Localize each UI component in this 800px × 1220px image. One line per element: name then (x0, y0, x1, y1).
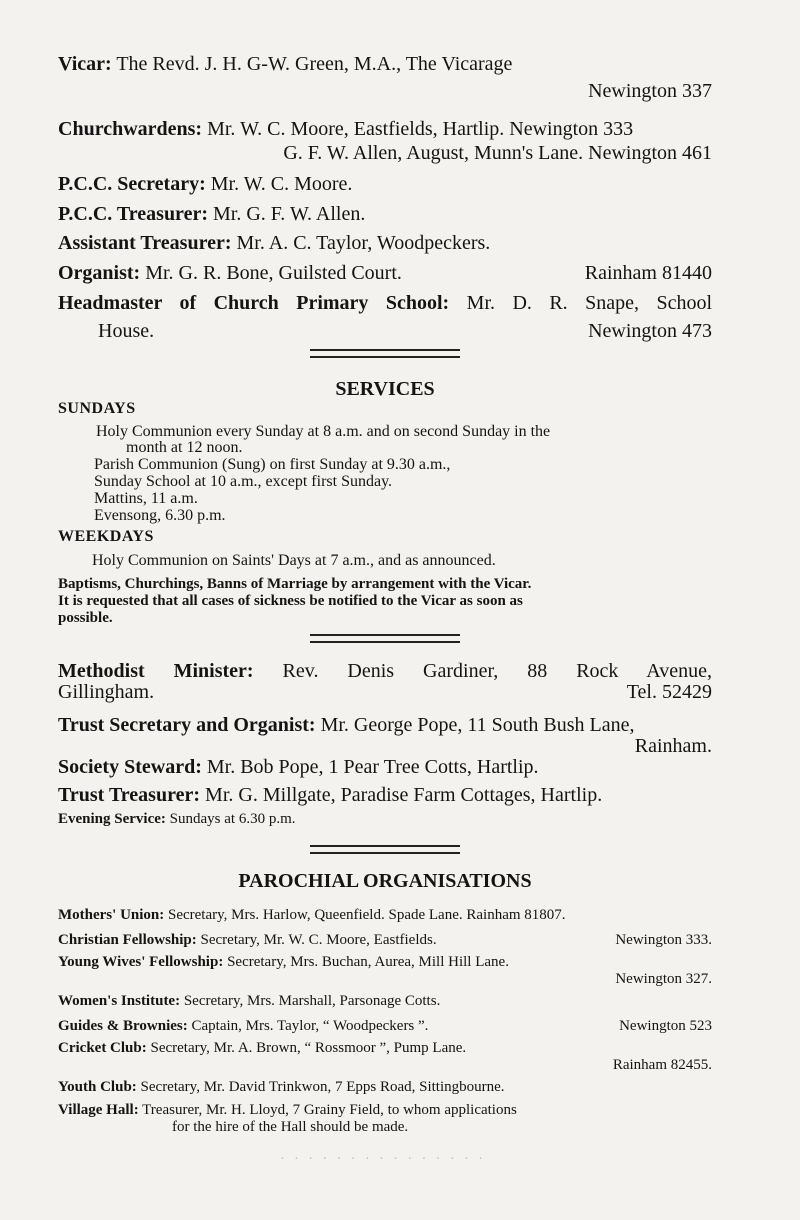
vicar-line (58, 53, 512, 76)
churchwardens-line-2: G. F. W. Allen, August, Munn's Lane. Newington 461 (283, 142, 712, 164)
pcc-treasurer-line (58, 203, 365, 226)
guides-text: Captain, Mrs. Taylor, “ Woodpeckers ”. (191, 1018, 429, 1034)
methodist-minister-phone: Tel. 52429 (626, 681, 712, 703)
youth-line (58, 1079, 505, 1096)
evening-service-line (58, 811, 296, 828)
society-steward-label: Society Steward: (58, 756, 202, 778)
evening-service-text: Sundays at 6.30 p.m. (169, 811, 296, 827)
organisations-heading: PAROCHIAL ORGANISATIONS (238, 870, 532, 892)
cricket-line (58, 1040, 466, 1057)
faded-print-smudge: · · · · · · · · · · · · · · · (280, 1152, 486, 1167)
churchwardens-label: Churchwardens: (58, 118, 203, 140)
pcc-treasurer-text: Mr. G. F. W. Allen. (213, 203, 366, 225)
guides-line (58, 1018, 428, 1035)
sunday-line: month at 12 noon. (126, 439, 243, 456)
village-hall-line-2: for the hire of the Hall should be made. (172, 1119, 409, 1135)
services-heading: SERVICES (335, 378, 435, 400)
womens-institute-line (58, 993, 440, 1010)
sunday-line: Evensong, 6.30 p.m. (94, 507, 226, 524)
methodist-minister-label: Methodist Minister: (58, 660, 254, 682)
assistant-treasurer-line (58, 232, 490, 255)
headmaster-line (58, 292, 712, 315)
churchwardens-text: Mr. W. C. Moore, Eastfields, Hartlip. Newington 333 (207, 118, 634, 140)
mothers-union-line (58, 907, 566, 924)
headmaster-line-2: House. (98, 320, 155, 342)
trust-treasurer-line (58, 784, 602, 807)
society-steward-text: Mr. Bob Pope, 1 Pear Tree Cotts, Hartlip. (206, 756, 539, 778)
churchwardens-line (58, 118, 633, 141)
organist-line (58, 262, 402, 285)
headmaster-phone: Newington 473 (588, 320, 712, 342)
sunday-line: Holy Communion every Sunday at 8 a.m. and on second Sunday in the (96, 423, 551, 440)
weekday-line: Holy Communion on Saints' Days at 7 a.m., and as announced. (92, 552, 496, 569)
sundays-heading: SUNDAYS (58, 400, 136, 417)
village-hall-line (58, 1102, 517, 1119)
sunday-line: Sunday School at 10 a.m., except first Sunday. (94, 473, 393, 490)
sunday-line: Mattins, 11 a.m. (94, 490, 198, 507)
assistant-treasurer-text: Mr. A. C. Taylor, Woodpeckers. (236, 232, 491, 254)
headmaster-text: Mr. D. R. Snape, School (466, 292, 712, 314)
youth-label: Youth Club: (58, 1079, 137, 1095)
organist-phone: Rainham 81440 (584, 262, 712, 284)
section-divider (310, 349, 460, 358)
services-note: possible. (58, 610, 113, 626)
cricket-phone: Rainham 82455. (612, 1057, 712, 1073)
vicar-phone: Newington 337 (588, 80, 712, 102)
young-wives-line (58, 954, 509, 971)
cricket-text: Secretary, Mr. A. Brown, “ Rossmoor ”, Pump Lane. (150, 1040, 467, 1056)
trust-treasurer-text: Mr. G. Millgate, Paradise Farm Cottages, Hartlip. (205, 784, 603, 806)
christian-fellowship-phone: Newington 333. (615, 932, 712, 948)
youth-text: Secretary, Mr. David Trinkwon, 7 Epps Road, Sittingbourne. (140, 1079, 505, 1095)
methodist-minister-line (58, 660, 712, 683)
vicar-text: The Revd. J. H. G-W. Green, M.A., The Vicarage (116, 53, 513, 75)
mothers-union-label: Mothers' Union: (58, 907, 165, 923)
womens-institute-text: Secretary, Mrs. Marshall, Parsonage Cotts. (183, 993, 441, 1009)
sunday-line: Parish Communion (Sung) on first Sunday at 9.30 a.m., (94, 456, 451, 473)
vicar-label: Vicar: (58, 53, 112, 75)
guides-phone: Newington 523 (619, 1018, 712, 1034)
section-divider (310, 634, 460, 643)
mothers-union-text: Secretary, Mrs. Harlow, Queenfield. Spade Lane. Rainham 81807. (168, 907, 566, 923)
trust-secretary-line (58, 714, 634, 737)
trust-secretary-line-2: Rainham. (634, 735, 712, 757)
womens-institute-label: Women's Institute: (58, 993, 181, 1009)
pcc-secretary-line (58, 173, 352, 196)
village-hall-text: Treasurer, Mr. H. Lloyd, 7 Grainy Field, to whom applications (142, 1102, 517, 1118)
methodist-minister-text: Rev. Denis Gardiner, 88 Rock Avenue, (282, 660, 712, 682)
village-hall-label: Village Hall: (58, 1102, 139, 1118)
pcc-secretary-text: Mr. W. C. Moore. (210, 173, 353, 195)
organist-text: Mr. G. R. Bone, Guilsted Court. (145, 262, 402, 284)
pcc-treasurer-label: P.C.C. Treasurer: (58, 203, 208, 225)
cricket-label: Cricket Club: (58, 1040, 147, 1056)
services-note: Baptisms, Churchings, Banns of Marriage by arrangement with the Vicar. (58, 576, 532, 592)
christian-fellowship-text: Secretary, Mr. W. C. Moore, Eastfields. (200, 932, 437, 948)
section-divider (310, 845, 460, 854)
christian-fellowship-line (58, 932, 437, 949)
young-wives-text: Secretary, Mrs. Buchan, Aurea, Mill Hill Lane. (227, 954, 509, 970)
assistant-treasurer-label: Assistant Treasurer: (58, 232, 232, 254)
young-wives-label: Young Wives' Fellowship: (58, 954, 224, 970)
pcc-secretary-label: P.C.C. Secretary: (58, 173, 206, 195)
evening-service-label: Evening Service: (58, 811, 166, 827)
society-steward-line (58, 756, 539, 779)
guides-label: Guides & Brownies: (58, 1018, 188, 1034)
methodist-minister-line-2: Gillingham. (58, 681, 155, 703)
services-note: It is requested that all cases of sickness be notified to the Vicar as soon as (58, 593, 523, 609)
christian-fellowship-label: Christian Fellowship: (58, 932, 197, 948)
trust-secretary-text: Mr. George Pope, 11 South Bush Lane, (320, 714, 635, 736)
young-wives-phone: Newington 327. (615, 971, 712, 987)
weekdays-heading: WEEKDAYS (58, 528, 154, 545)
organist-label: Organist: (58, 262, 141, 284)
headmaster-label: Headmaster of Church Primary School: (58, 292, 450, 314)
trust-secretary-label: Trust Secretary and Organist: (58, 714, 316, 736)
trust-treasurer-label: Trust Treasurer: (58, 784, 201, 806)
